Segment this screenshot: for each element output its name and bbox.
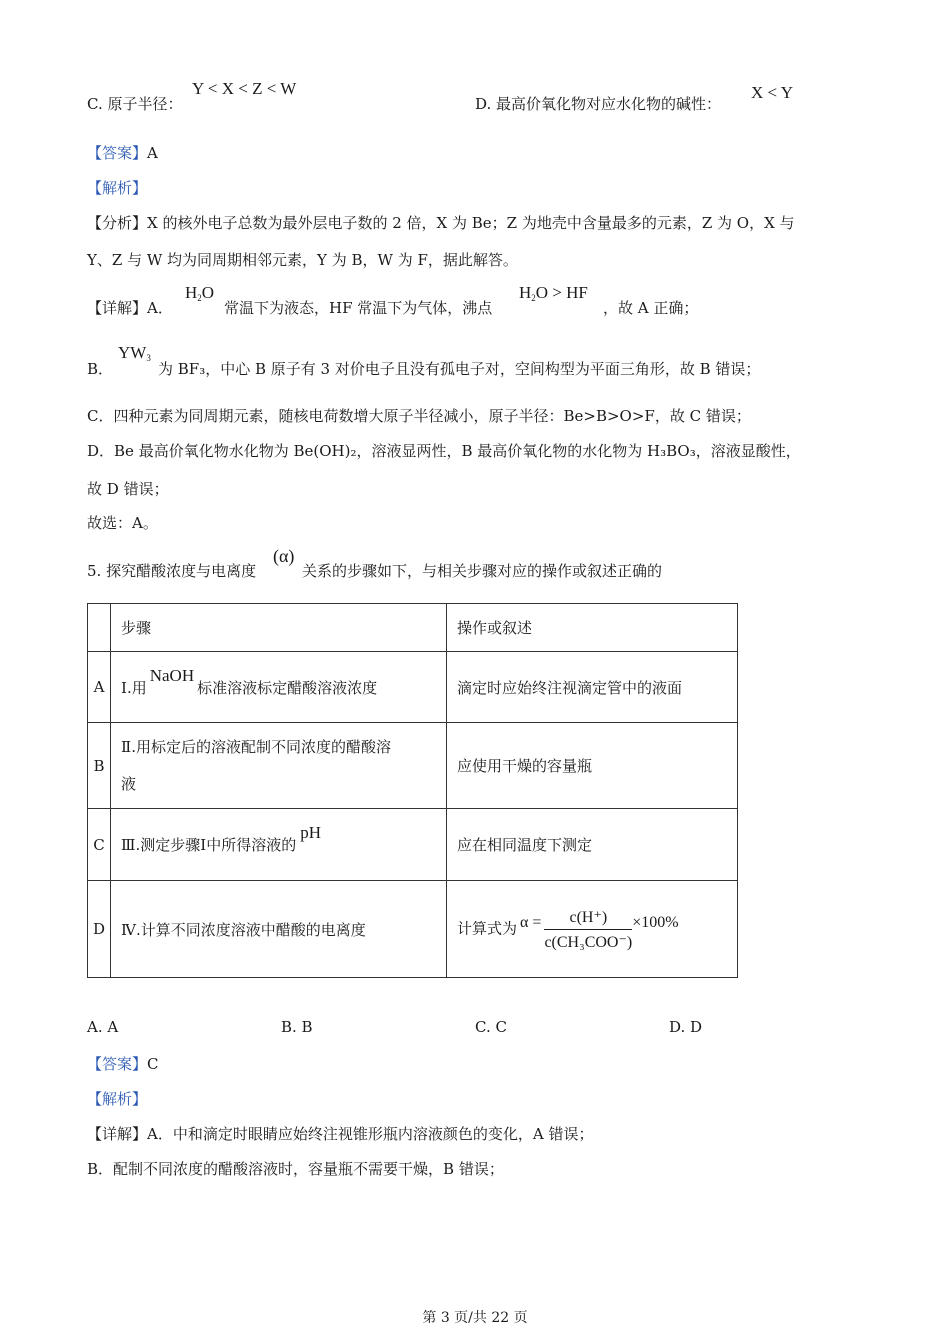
detail-b-text: 为 BF₃，中心 B 原子有 3 对价电子且没有孤电子对，空间构型为平面三角形，故 B 错误； — [158, 360, 761, 378]
detail-tag: 【详解】 — [87, 1125, 148, 1143]
step-text: Ⅲ.测定步骤Ⅰ中所得溶液的 — [121, 836, 297, 854]
q4-answer — [87, 142, 158, 163]
detail-a-text: A．中和滴定时眼睛应始终注视锥形瓶内溶液颜色的变化，A 错误； — [147, 1125, 594, 1143]
fenxi-text-1: X 的核外电子总数为最外层电子数的 2 倍，X 为 Be；Z 为地壳中含量最多的元素，Z 为 O，X 与 — [147, 214, 795, 232]
row-step: Ⅳ.计算不同浓度溶液中醋酸的电离度 — [111, 881, 447, 978]
q5-analysis-tag: 【解析】 — [87, 1090, 148, 1108]
table-row — [88, 809, 738, 881]
header-op: 操作或叙述 — [447, 604, 738, 652]
q4-detail-a-head — [87, 297, 173, 318]
q5-option-d: D. D — [669, 1018, 703, 1036]
steps-table — [87, 603, 738, 978]
row-letter: B — [88, 723, 111, 809]
detail-d-line2: 故 D 错误； — [87, 480, 169, 498]
answer-value: C — [147, 1055, 159, 1073]
detail-a-mid: 常温下为液态，HF 常温下为气体，沸点 — [224, 299, 493, 317]
op-prefix: 计算式为 — [457, 919, 518, 937]
fraction-denominator: c(CH₃COO⁻) — [544, 933, 633, 951]
table-row — [88, 723, 738, 809]
q4-analysis-tag: 【解析】 — [87, 179, 148, 197]
detail-b-prefix: B． — [87, 360, 114, 378]
table-row — [88, 881, 738, 978]
q5-detail-a — [87, 1123, 593, 1144]
detail-a-prefix: A． — [147, 299, 173, 317]
row-step — [111, 723, 447, 809]
q5-detail-b: B．配制不同浓度的醋酸溶液时，容量瓶不需要干燥，B 错误； — [87, 1160, 504, 1178]
q5-answer — [87, 1053, 159, 1074]
detail-tag: 【详解】 — [87, 299, 148, 317]
row-op — [447, 881, 738, 978]
row-step — [111, 809, 447, 881]
h2o-formula: $H_2O$ — [185, 283, 215, 303]
step-line-2: 液 — [121, 774, 137, 793]
option-c-formula: Y < X < Z < W — [192, 79, 297, 98]
table-header-row — [88, 604, 738, 652]
q5-option-c: C. C — [475, 1018, 507, 1036]
row-op: 滴定时应始终注视滴定管中的液面 — [447, 652, 738, 723]
header-step: 步骤 — [111, 604, 447, 652]
row-letter: D — [88, 881, 111, 978]
detail-a-end: ，故 A 正确； — [603, 299, 699, 317]
alpha-symbol: α = — [520, 914, 542, 931]
q5-stem-b: 关系的步骤如下，与相关步骤对应的操作或叙述正确的 — [302, 562, 663, 580]
option-d — [475, 93, 721, 114]
answer-tag: 【答案】 — [87, 144, 148, 162]
row-letter: A — [88, 652, 111, 723]
row-step — [111, 652, 447, 723]
option-c-label: C. 原子半径： — [87, 95, 183, 113]
fenxi-tag: 【分析】 — [87, 214, 148, 232]
q5-stem-a: 5. 探究醋酸浓度与电离度 — [87, 562, 257, 580]
option-d-formula: X < Y — [751, 83, 794, 102]
ph-formula: pH — [300, 823, 321, 842]
row-letter: C — [88, 809, 111, 881]
yw3-formula: $YW_3$ — [118, 343, 151, 363]
step-line-1: Ⅱ.用标定后的溶液配制不同浓度的醋酸溶 — [121, 737, 391, 756]
q4-fenxi-line1 — [87, 212, 795, 233]
boiling-compare-formula: $H_2O$ > HF — [519, 283, 588, 303]
header-blank — [88, 604, 111, 652]
answer-value: A — [147, 144, 158, 162]
naoh-formula: NaOH — [149, 665, 195, 685]
q5-alpha: (α) — [273, 546, 295, 566]
detail-d-line1: D．Be 最高价氧化物水化物为 Be(OH)₂，溶液显两性，B 最高价氧化物的水化物为 H₃BO₃，溶液显酸性， — [87, 442, 801, 460]
q5-option-a: A. A — [87, 1018, 119, 1036]
option-c — [87, 93, 182, 114]
percent-suffix: ×100% — [632, 914, 679, 931]
page-footer: 第 3 页/共 22 页 — [422, 1310, 528, 1326]
detail-c: C．四种元素为同周期元素，随核电荷数增大原子半径减小，原子半径：Be>B>O>F，故 C 错误； — [87, 407, 751, 425]
answer-tag: 【答案】 — [87, 1055, 148, 1073]
table-row — [88, 652, 738, 723]
ionization-fraction — [544, 907, 632, 952]
option-d-label: D. 最高价氧化物对应水化物的碱性： — [475, 95, 722, 113]
row-op: 应使用干燥的容量瓶 — [447, 723, 738, 809]
step-text-2: 标准溶液标定醋酸溶液浓度 — [197, 678, 378, 697]
fraction-numerator: c(H⁺) — [544, 907, 632, 930]
q5-option-b: B. B — [281, 1018, 313, 1036]
row-op: 应在相同温度下测定 — [447, 809, 738, 881]
step-text: Ⅰ.用 — [121, 678, 147, 697]
q4-fenxi-line2: Y、Z 与 W 均为同周期相邻元素，Y 为 B，W 为 F，据此解答。 — [87, 251, 518, 269]
choose-line: 故选：A。 — [87, 514, 158, 532]
